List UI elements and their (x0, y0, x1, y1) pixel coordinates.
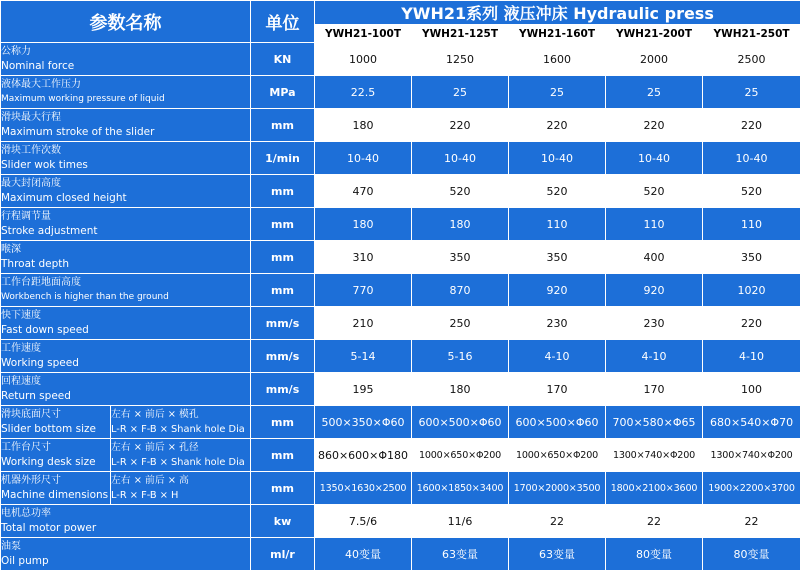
param-label-en: Machine dimensions (1, 489, 109, 501)
param-label-en: Workbench is higher than the ground (1, 292, 169, 302)
value-cell: 40变量 (315, 538, 412, 571)
param-label (1, 439, 111, 472)
param-name-header: 参数名称 (1, 1, 251, 43)
table-row (1, 43, 800, 76)
value-cell: 1800×2100×3600 (606, 472, 703, 505)
unit-cell: mm (251, 406, 315, 439)
param-label-cn: 公称力 (1, 46, 31, 57)
value-cell: 700×580×Φ65 (606, 406, 703, 439)
value-cell: 180 (412, 373, 509, 406)
param-label-cn: 工作台距地面高度 (1, 277, 81, 288)
value-cell: 170 (509, 373, 606, 406)
value-cell: 400 (606, 241, 703, 274)
param-label (1, 505, 251, 538)
value-cell: 110 (703, 208, 800, 241)
value-cell: 10-40 (509, 142, 606, 175)
param-sublabel-en: L-R × F-B × Shank hole Dia (111, 457, 245, 468)
value-cell: 230 (606, 307, 703, 340)
param-label (1, 208, 251, 241)
param-label-cn: 电机总功率 (1, 508, 51, 519)
table-row (1, 340, 800, 373)
param-sublabel-cn: 左右 × 前后 × 高 (111, 475, 189, 486)
param-sublabel-cn: 左右 × 前后 × 模孔 (111, 409, 199, 420)
param-label-en: Nominal force (1, 60, 75, 72)
value-cell: 4-10 (509, 340, 606, 373)
param-label (1, 307, 251, 340)
value-cell: 520 (606, 175, 703, 208)
param-label-en: Return speed (1, 390, 71, 402)
value-cell: 770 (315, 274, 412, 307)
value-cell: 22.5 (315, 76, 412, 109)
value-cell: 22 (703, 505, 800, 538)
param-label-cn: 滑块工作次数 (1, 145, 61, 156)
value-cell: 25 (606, 76, 703, 109)
value-cell: 63变量 (412, 538, 509, 571)
param-label-en: Maximum closed height (1, 192, 127, 204)
model-header: YWH21-250T (703, 25, 800, 43)
table-row (1, 307, 800, 340)
param-label-cn: 回程速度 (1, 376, 41, 387)
value-cell: 870 (412, 274, 509, 307)
param-label-cn: 机器外形尺寸 (1, 475, 61, 486)
value-cell: 860×600×Φ180 (315, 439, 412, 472)
value-cell: 10-40 (315, 142, 412, 175)
unit-cell: mm (251, 274, 315, 307)
value-cell: 1300×740×Φ200 (703, 439, 800, 472)
value-cell: 1300×740×Φ200 (606, 439, 703, 472)
value-cell: 5-16 (412, 340, 509, 373)
value-cell: 25 (509, 76, 606, 109)
param-label (1, 43, 251, 76)
value-cell: 1000×650×Φ200 (509, 439, 606, 472)
unit-cell: mm (251, 241, 315, 274)
value-cell: 350 (412, 241, 509, 274)
param-label (1, 373, 251, 406)
unit-cell: 1/min (251, 142, 315, 175)
unit-cell: mm/s (251, 373, 315, 406)
param-label (1, 406, 111, 439)
param-label (1, 142, 251, 175)
model-header: YWH21-100T (315, 25, 412, 43)
value-cell: 220 (606, 109, 703, 142)
unit-cell: MPa (251, 76, 315, 109)
value-cell: 230 (509, 307, 606, 340)
unit-cell: KN (251, 43, 315, 76)
table-row (1, 274, 800, 307)
value-cell: 920 (509, 274, 606, 307)
param-label-cn: 喉深 (1, 244, 21, 255)
unit-cell: ml/r (251, 538, 315, 571)
value-cell: 1350×1630×2500 (315, 472, 412, 505)
model-header: YWH21-125T (412, 25, 509, 43)
param-label (1, 340, 251, 373)
value-cell: 920 (606, 274, 703, 307)
param-label-en: Slider bottom size (1, 423, 96, 435)
value-cell: 180 (412, 208, 509, 241)
unit-cell: mm/s (251, 340, 315, 373)
value-cell: 100 (703, 373, 800, 406)
value-cell: 520 (703, 175, 800, 208)
value-cell: 22 (606, 505, 703, 538)
value-cell: 1900×2200×3700 (703, 472, 800, 505)
param-label-cn: 快下速度 (1, 310, 41, 321)
value-cell: 110 (509, 208, 606, 241)
param-label-en: Total motor power (1, 522, 97, 534)
value-cell: 220 (703, 307, 800, 340)
table-row (1, 439, 800, 472)
param-sublabel (111, 406, 251, 439)
param-label-cn: 油泵 (1, 541, 21, 552)
param-label-cn: 行程调节量 (1, 211, 51, 222)
table-row (1, 76, 800, 109)
table-row (1, 142, 800, 175)
unit-cell: mm (251, 472, 315, 505)
value-cell: 350 (703, 241, 800, 274)
param-sublabel-cn: 左右 × 前后 × 孔径 (111, 442, 199, 453)
value-cell: 1020 (703, 274, 800, 307)
value-cell: 1600 (509, 43, 606, 76)
param-label (1, 538, 251, 571)
table-row (1, 175, 800, 208)
param-label (1, 109, 251, 142)
param-sublabel-en: L-R × F-B × Shank hole Dia (111, 424, 245, 435)
param-label-en: Fast down speed (1, 324, 89, 336)
value-cell: 195 (315, 373, 412, 406)
unit-cell: mm (251, 439, 315, 472)
value-cell: 10-40 (412, 142, 509, 175)
value-cell: 680×540×Φ70 (703, 406, 800, 439)
param-label-en: Slider wok times (1, 159, 88, 171)
value-cell: 1600×1850×3400 (412, 472, 509, 505)
table-row (1, 373, 800, 406)
param-label-en: Maximum working pressure of liquid (1, 94, 165, 104)
value-cell: 25 (412, 76, 509, 109)
value-cell: 470 (315, 175, 412, 208)
value-cell: 520 (509, 175, 606, 208)
value-cell: 310 (315, 241, 412, 274)
param-label-cn: 工作速度 (1, 343, 41, 354)
param-label (1, 472, 111, 505)
value-cell: 500×350×Φ60 (315, 406, 412, 439)
model-header: YWH21-160T (509, 25, 606, 43)
unit-header: 单位 (251, 1, 315, 43)
value-cell: 1250 (412, 43, 509, 76)
table-row (1, 472, 800, 505)
value-cell: 1700×2000×3500 (509, 472, 606, 505)
param-label-en: Maximum stroke of the slider (1, 126, 155, 138)
param-label (1, 175, 251, 208)
param-sublabel-en: L-R × F-B × H (111, 490, 179, 501)
value-cell: 180 (315, 109, 412, 142)
value-cell: 600×500×Φ60 (509, 406, 606, 439)
value-cell: 1000×650×Φ200 (412, 439, 509, 472)
param-label-en: Working speed (1, 357, 79, 369)
unit-cell: mm (251, 109, 315, 142)
table-row (1, 505, 800, 538)
param-label-cn: 工作台尺寸 (1, 442, 51, 453)
table-row (1, 208, 800, 241)
param-label (1, 241, 251, 274)
value-cell: 4-10 (606, 340, 703, 373)
value-cell: 250 (412, 307, 509, 340)
value-cell: 110 (606, 208, 703, 241)
value-cell: 170 (606, 373, 703, 406)
param-label-cn: 滑块底面尺寸 (1, 409, 61, 420)
value-cell: 2000 (606, 43, 703, 76)
param-label-en: Oil pump (1, 555, 49, 567)
unit-cell: mm (251, 208, 315, 241)
unit-cell: mm (251, 175, 315, 208)
table-title: YWH21系列 液压冲床 Hydraulic press (315, 1, 800, 25)
param-label (1, 76, 251, 109)
value-cell: 10-40 (606, 142, 703, 175)
value-cell: 600×500×Φ60 (412, 406, 509, 439)
value-cell: 220 (412, 109, 509, 142)
value-cell: 63变量 (509, 538, 606, 571)
param-sublabel (111, 439, 251, 472)
value-cell: 80变量 (703, 538, 800, 571)
value-cell: 5-14 (315, 340, 412, 373)
model-header: YWH21-200T (606, 25, 703, 43)
value-cell: 180 (315, 208, 412, 241)
value-cell: 22 (509, 505, 606, 538)
unit-cell: mm/s (251, 307, 315, 340)
value-cell: 80变量 (606, 538, 703, 571)
param-label-en: Throat depth (1, 258, 70, 270)
param-label-cn: 最大封闭高度 (1, 178, 61, 189)
value-cell: 520 (412, 175, 509, 208)
value-cell: 220 (703, 109, 800, 142)
param-label (1, 274, 251, 307)
value-cell: 210 (315, 307, 412, 340)
value-cell: 7.5/6 (315, 505, 412, 538)
param-label-en: Stroke adjustment (1, 225, 98, 237)
value-cell: 4-10 (703, 340, 800, 373)
value-cell: 2500 (703, 43, 800, 76)
value-cell: 10-40 (703, 142, 800, 175)
param-label-cn: 液体最大工作压力 (1, 79, 81, 90)
value-cell: 220 (509, 109, 606, 142)
value-cell: 1000 (315, 43, 412, 76)
value-cell: 11/6 (412, 505, 509, 538)
value-cell: 350 (509, 241, 606, 274)
unit-cell: kw (251, 505, 315, 538)
param-label-cn: 滑块最大行程 (1, 112, 61, 123)
table-row (1, 109, 800, 142)
param-sublabel (111, 472, 251, 505)
value-cell: 25 (703, 76, 800, 109)
table-row (1, 406, 800, 439)
param-label-en: Working desk size (1, 456, 96, 468)
table-row (1, 538, 800, 571)
table-row (1, 241, 800, 274)
